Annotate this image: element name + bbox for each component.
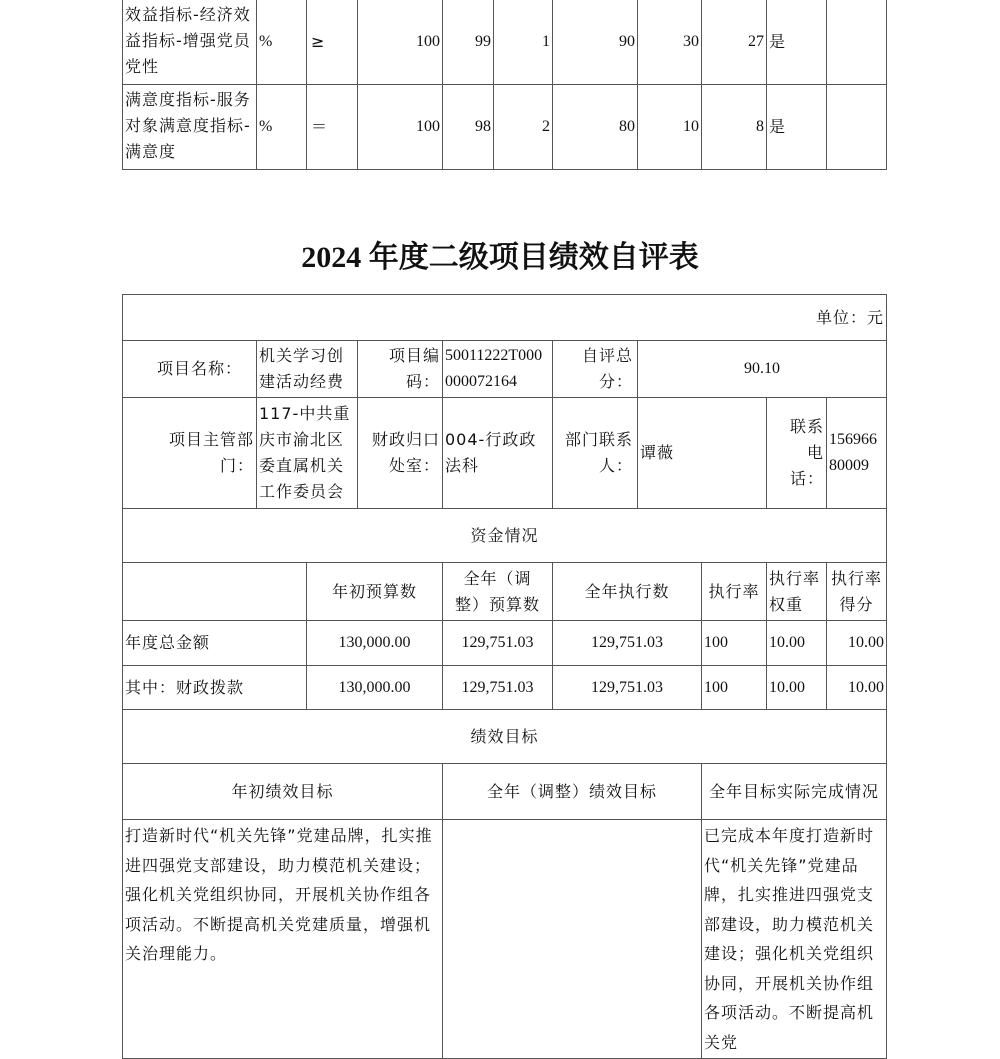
deviation-cell: 2 (493, 84, 553, 170)
funds-rate-value: 100 (701, 665, 767, 710)
unit-cell: % (256, 84, 307, 170)
actual-value-cell: 99 (442, 0, 494, 85)
dept-value: 117-中共重庆市渝北区委直属机关工作委员会 (256, 397, 358, 509)
project-name-value: 机关学习创建活动经费 (256, 340, 358, 398)
funds-header-executed: 全年执行数 (552, 562, 702, 621)
achieved-cell: 是 (766, 84, 827, 170)
funds-weight-value: 10.00 (766, 620, 827, 666)
funds-weight-value: 10.00 (766, 665, 827, 710)
score-cell: 8 (701, 84, 767, 170)
self-score-label: 自评总分： (552, 340, 638, 398)
funds-header-rate: 执行率 (701, 562, 767, 621)
funds-header-adjusted: 全年（调整）预算数 (442, 562, 553, 621)
funds-score-value: 10.00 (826, 665, 887, 710)
unit-cell: % (256, 0, 307, 85)
contact-value: 谭薇 (637, 397, 767, 509)
points-cell: 10 (637, 84, 702, 170)
self-score-value: 90.10 (637, 340, 887, 398)
target-value-cell: 100 (357, 84, 443, 170)
project-code-value: 50011222T000000072164 (442, 340, 553, 398)
funds-adjusted-value: 129,751.03 (442, 665, 553, 710)
project-code-label: 项目编码： (357, 340, 443, 398)
note-cell (826, 84, 887, 170)
funds-row-label: 年度总金额 (122, 620, 307, 666)
weight-score-cell: 80 (552, 84, 638, 170)
operator-cell: ＝ (306, 84, 358, 170)
achieved-cell: 是 (766, 0, 827, 85)
goals-header-actual: 全年目标实际完成情况 (701, 763, 887, 820)
adjusted-goal-text (442, 819, 702, 1059)
actual-value-cell: 98 (442, 84, 494, 170)
funds-initial-value: 130,000.00 (306, 620, 443, 666)
funds-header-weight: 执行率权重 (766, 562, 827, 621)
note-cell (826, 0, 887, 85)
weight-score-cell: 90 (552, 0, 638, 85)
goals-section-title: 绩效目标 (122, 709, 887, 764)
score-cell: 27 (701, 0, 767, 85)
funds-adjusted-value: 129,751.03 (442, 620, 553, 666)
contact-label: 部门联系人： (552, 397, 638, 509)
funds-header-initial: 年初预算数 (306, 562, 443, 621)
funds-header-blank (122, 562, 307, 621)
dept-label: 项目主管部门： (122, 397, 257, 509)
funds-rate-value: 100 (701, 620, 767, 666)
phone-label: 联系电话： (766, 397, 827, 509)
goals-header-initial: 年初绩效目标 (122, 763, 443, 820)
indicator-name-cell: 效益指标-经济效益指标-增强党员党性 (122, 0, 257, 85)
page-title: 2024 年度二级项目绩效自评表 (301, 241, 699, 274)
funds-executed-value: 129,751.03 (552, 665, 702, 710)
goals-header-adjusted: 全年（调整）绩效目标 (442, 763, 702, 820)
funds-executed-value: 129,751.03 (552, 620, 702, 666)
initial-goal-text: 打造新时代“机关先锋”党建品牌，扎实推进四强党支部建设，助力模范机关建设；强化机关党组织协同，开展机关协作组各项活动。不断提高机关党建质量，增强机关治理能力。 (122, 819, 443, 1059)
operator-cell: ≥ (306, 0, 358, 85)
funds-section-title: 资金情况 (122, 508, 887, 563)
funds-row-label: 其中：财政拨款 (122, 665, 307, 710)
finance-office-label: 财政归口处室： (357, 397, 443, 509)
phone-value: 15696680009 (826, 397, 887, 509)
funds-header-score: 执行率得分 (826, 562, 887, 621)
target-value-cell: 100 (357, 0, 443, 85)
funds-score-value: 10.00 (826, 620, 887, 666)
project-name-label: 项目名称： (122, 340, 257, 398)
indicator-name-cell: 满意度指标-服务对象满意度指标-满意度 (122, 84, 257, 170)
funds-initial-value: 130,000.00 (306, 665, 443, 710)
actual-completion-text: 已完成本年度打造新时代“机关先锋”党建品牌，扎实推进四强党支部建设，助力模范机关建设；强化机关党组织协同，开展机关协作组各项活动。不断提高机关党 (701, 819, 887, 1059)
points-cell: 30 (637, 0, 702, 85)
finance-office-value: 004-行政政法科 (442, 397, 553, 509)
unit-label: 单位：元 (122, 294, 887, 341)
deviation-cell: 1 (493, 0, 553, 85)
